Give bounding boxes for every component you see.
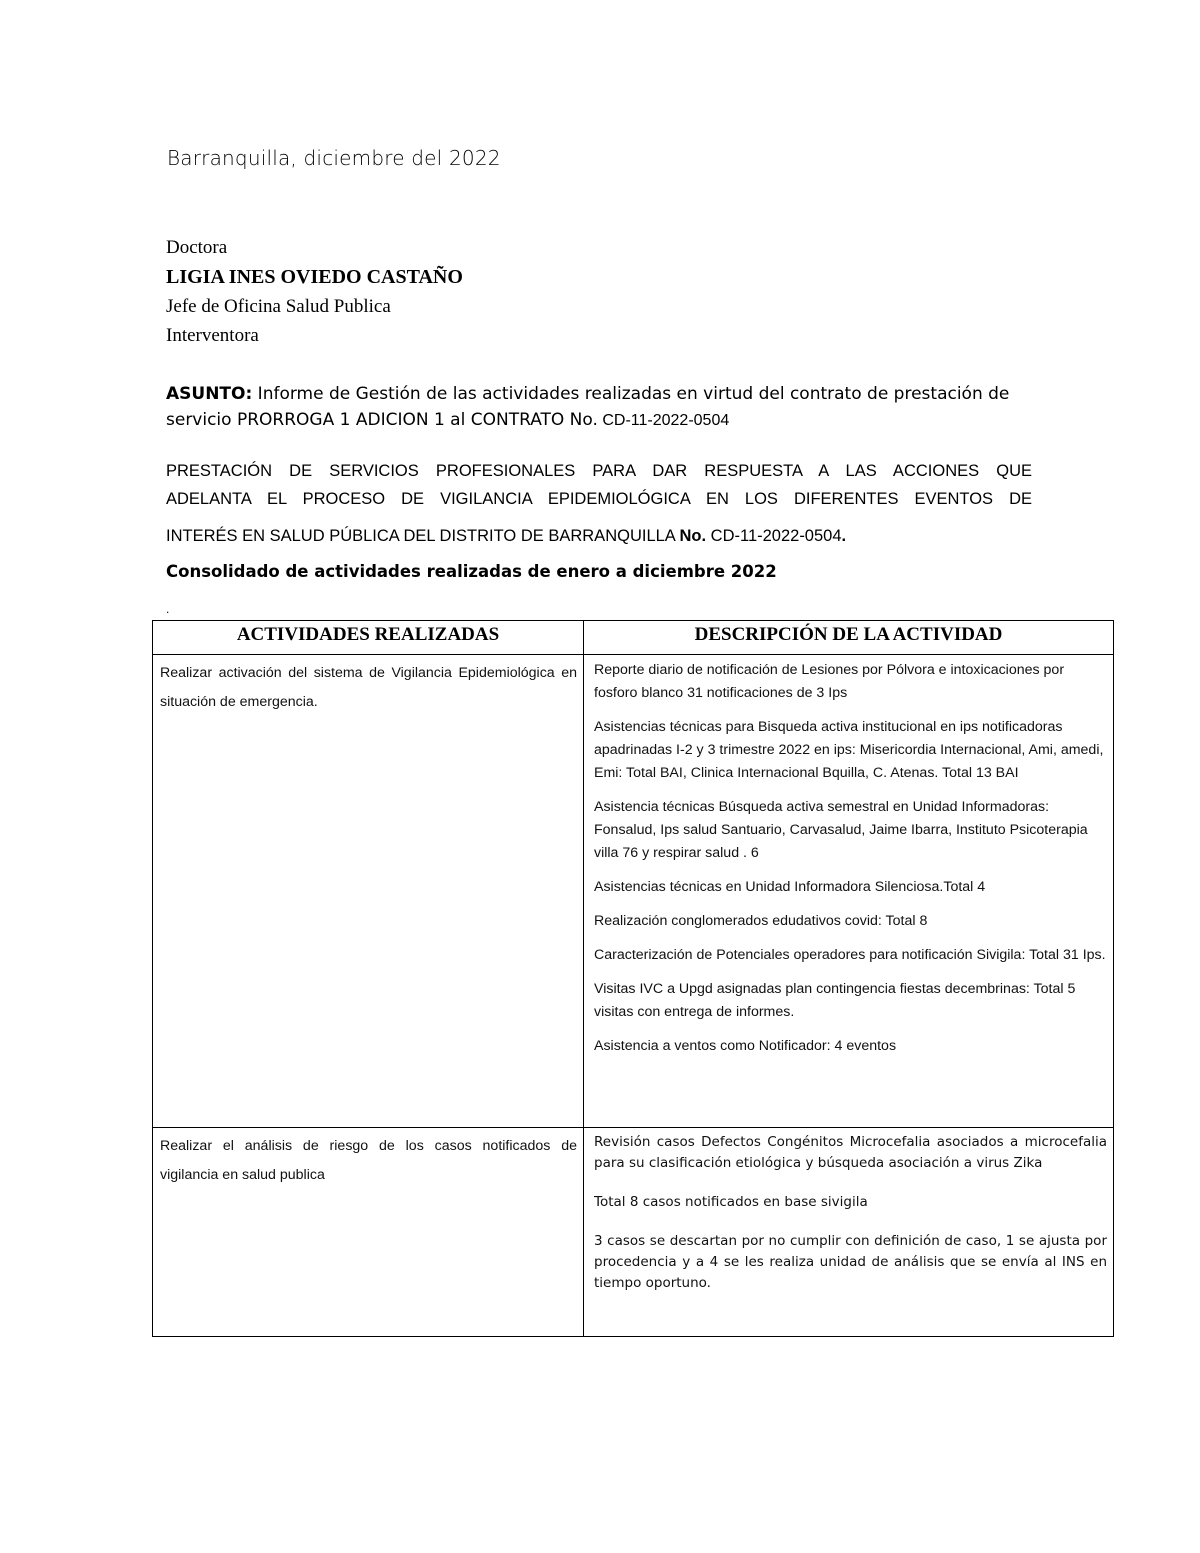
description-cell: [584, 1128, 1114, 1337]
addressee-role: Interventora: [166, 325, 259, 346]
object-line-3: [166, 522, 1032, 550]
description-item: Visitas IVC a Upgd asignadas plan contingencia fiestas decembrinas: Total 5 visitas con entrega de informes.: [594, 981, 1076, 1020]
description-item: Asistencia a ventos como Notificador: 4 eventos: [594, 1038, 897, 1054]
subject-bold-text: PRORROGA 1 ADICION 1 al CONTRATO No.: [236, 410, 598, 430]
table-row: [153, 655, 1114, 1128]
object-line-3-number: CD-11-2022-0504: [706, 527, 842, 545]
subject-paragraph: [166, 381, 1046, 434]
activities-table: [152, 620, 1114, 1337]
table-header-row: [153, 621, 1114, 655]
description-item: Revisión casos Defectos Congénitos Microcefalia asociados a microcefalia para su clasificación etiológica y búsqueda asociación a virus Zika: [594, 1134, 1107, 1171]
date-line: Barranquilla, diciembre del 2022: [167, 146, 501, 170]
description-item: Caracterización de Potenciales operadores para notificación Sivigila: Total 31 Ips.: [594, 947, 1106, 963]
stray-mark: .: [166, 602, 170, 616]
activity-text: Realizar el análisis de riesgo de los casos notificados de vigilancia en salud publica: [160, 1138, 577, 1183]
subject-text: Informe de Gestión de las actividades realizadas en virtud del contrato de prestación de servicio: [166, 384, 1010, 430]
description-item: Asistencias técnicas para Bisqueda activa institucional en ips notificadoras apadrinadas I-2 y 3 trimestre 2022 en ips: Misericordia Internacional, Ami, amedi, Emi: Total BAI, Clinica Internacional Bquilla, C. Atenas. Total 13 BAI: [594, 719, 1104, 781]
description-item: Realización conglomerados edudativos covid: Total 8: [594, 913, 928, 929]
header-description: DESCRIPCIÓN DE LA ACTIVIDAD: [584, 621, 1114, 655]
addressee-title: Doctora: [166, 237, 228, 258]
object-line-1: PRESTACIÓN DE SERVICIOS PROFESIONALES PARA DAR RESPUESTA A LAS ACCIONES QUE: [166, 462, 1032, 480]
activity-text: Realizar activación del sistema de Vigilancia Epidemiológica en situación de emergencia.: [160, 665, 577, 710]
description-item: 3 casos se descartan por no cumplir con definición de caso, 1 se ajusta por procedencia y a 4 se les realiza unidad de análisis que se envía al INS en tiempo oportuno.: [594, 1233, 1107, 1291]
description-item: Asistencias técnicas en Unidad Informadora Silenciosa.Total 4: [594, 879, 986, 895]
consolidated-title: Consolidado de actividades realizadas de enero a diciembre 2022: [166, 562, 777, 581]
description-item: Total 8 casos notificados en base sivigila: [594, 1194, 868, 1210]
activity-cell: [153, 655, 584, 1128]
activity-cell: [153, 1128, 584, 1337]
description-item: Reporte diario de notificación de Lesiones por Pólvora e intoxicaciones por fosforo blanco 31 notificaciones de 3 Ips: [594, 662, 1065, 701]
addressee-name: LIGIA INES OVIEDO CASTAÑO: [166, 266, 463, 288]
contract-number: CD-11-2022-0504: [597, 412, 730, 429]
subject-label: ASUNTO:: [166, 384, 253, 404]
header-activities: ACTIVIDADES REALIZADAS: [153, 621, 584, 655]
object-line-3-start: INTERÉS EN SALUD PÚBLICA DEL DISTRITO DE BARRANQUILLA: [166, 527, 680, 545]
table-row: [153, 1128, 1114, 1337]
object-line-3-no: No.: [679, 527, 707, 545]
contract-object: [166, 457, 1032, 550]
addressee-position: Jefe de Oficina Salud Publica: [166, 296, 391, 317]
description-cell: [584, 655, 1114, 1128]
description-item: Asistencia técnicas Búsqueda activa semestral en Unidad Informadoras: Fonsalud, Ips salud Santuario, Carvasalud, Jaime Ibarra, Instituto Psicoterapia villa 76 y respirar salud . 6: [594, 799, 1088, 861]
object-line-3-end: .: [841, 527, 847, 545]
object-line-2: ADELANTA EL PROCESO DE VIGILANCIA EPIDEMIOLÓGICA EN LOS DIFERENTES EVENTOS DE: [166, 490, 1032, 508]
